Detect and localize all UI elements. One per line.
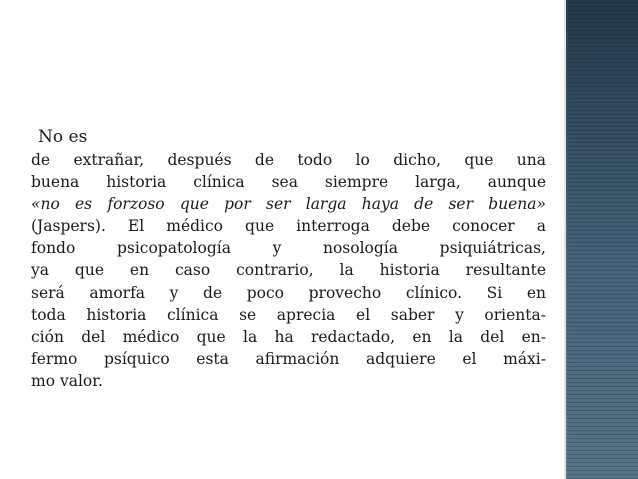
italic-quote: «no es forzoso que por ser larga haya de ser buena» bbox=[31, 195, 546, 214]
text-line: toda historia clínica se aprecia el saber y orienta- bbox=[31, 305, 546, 324]
text-line: buena historia clínica sea siempre larga, aunque bbox=[31, 173, 546, 192]
text-line: (Jaspers). El médico que interroga debe conocer a bbox=[31, 217, 546, 236]
quote-text-block bbox=[31, 125, 546, 392]
text-line: de extrañar, después de todo lo dicho, que una bbox=[31, 151, 546, 169]
text-line: será amorfa y de poco provecho clínico. Si en bbox=[31, 283, 546, 302]
text-line: fondo psicopatología y nosología psiquiátricas, bbox=[31, 239, 546, 258]
text-line-italic-quote bbox=[31, 193, 546, 215]
text-line-intro: No es bbox=[38, 127, 88, 147]
decorative-side-band bbox=[566, 0, 638, 479]
text-line: ción del médico que la ha redactado, en la del en- bbox=[31, 327, 546, 346]
text-line: ya que en caso contrario, la historia resultante bbox=[31, 261, 546, 280]
text-line: fermo psíquico esta afirmación adquiere el máxi- bbox=[31, 349, 546, 368]
text-line-last: mo valor. bbox=[31, 371, 103, 390]
